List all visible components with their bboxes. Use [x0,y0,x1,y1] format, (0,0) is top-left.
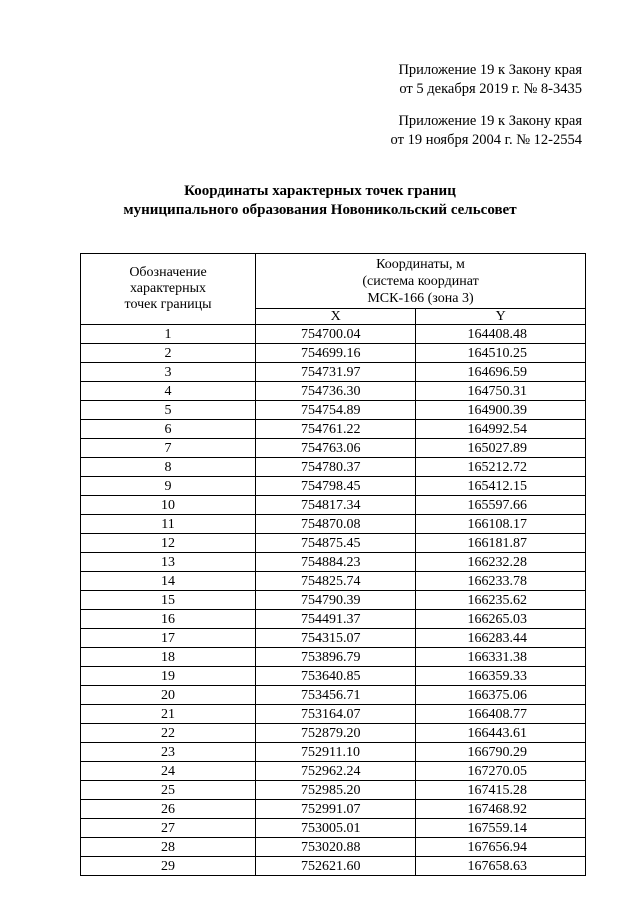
point-number-cell: 22 [81,724,256,743]
point-number-cell: 5 [81,401,256,420]
point-number-cell: 25 [81,781,256,800]
x-coordinate-cell: 753164.07 [256,705,416,724]
x-coordinate-cell: 752985.20 [256,781,416,800]
point-number-cell: 15 [81,591,256,610]
table-row [81,705,586,724]
x-coordinate-cell: 754736.30 [256,382,416,401]
point-number-cell: 18 [81,648,256,667]
document-title-line1: Координаты характерных точек границ [184,183,456,199]
table-row [81,591,586,610]
y-coordinate-cell: 166181.87 [416,534,586,553]
header-x: X [256,309,416,325]
y-coordinate-cell: 167270.05 [416,762,586,781]
table-row [81,344,586,363]
y-coordinate-cell: 167658.63 [416,857,586,876]
table-row [81,629,586,648]
table-row [81,534,586,553]
x-coordinate-cell: 754731.97 [256,363,416,382]
x-coordinate-cell: 754884.23 [256,553,416,572]
point-number-cell: 14 [81,572,256,591]
point-number-cell: 11 [81,515,256,534]
table-row [81,724,586,743]
table-row [81,420,586,439]
table-row [81,762,586,781]
y-coordinate-cell: 166331.38 [416,648,586,667]
y-coordinate-cell: 164992.54 [416,420,586,439]
x-coordinate-cell: 754761.22 [256,420,416,439]
x-coordinate-cell: 753456.71 [256,686,416,705]
table-row [81,496,586,515]
point-number-cell: 16 [81,610,256,629]
annex-original-reference [391,112,582,150]
y-coordinate-cell: 164408.48 [416,325,586,344]
point-number-cell: 23 [81,743,256,762]
x-coordinate-cell: 753020.88 [256,838,416,857]
point-number-cell: 28 [81,838,256,857]
point-number-cell: 17 [81,629,256,648]
x-coordinate-cell: 754798.45 [256,477,416,496]
y-coordinate-cell: 165412.15 [416,477,586,496]
y-coordinate-cell: 166235.62 [416,591,586,610]
x-coordinate-cell: 752621.60 [256,857,416,876]
table-row [81,553,586,572]
table-row [81,838,586,857]
header-coordinates-line: (система координат [362,274,479,289]
point-number-cell: 19 [81,667,256,686]
y-coordinate-cell: 167415.28 [416,781,586,800]
point-number-cell: 20 [81,686,256,705]
point-number-cell: 1 [81,325,256,344]
y-coordinate-cell: 164900.39 [416,401,586,420]
x-coordinate-cell: 752879.20 [256,724,416,743]
header-y: Y [416,309,586,325]
point-number-cell: 3 [81,363,256,382]
table-row [81,458,586,477]
point-number-cell: 9 [81,477,256,496]
table-header-row [81,254,586,309]
x-coordinate-cell: 754700.04 [256,325,416,344]
point-number-cell: 6 [81,420,256,439]
table-row [81,477,586,496]
annex-original-line2: от 19 ноября 2004 г. № 12-2554 [390,132,582,148]
table-row [81,819,586,838]
x-coordinate-cell: 752991.07 [256,800,416,819]
y-coordinate-cell: 166443.61 [416,724,586,743]
y-coordinate-cell: 166232.28 [416,553,586,572]
y-coordinate-cell: 165027.89 [416,439,586,458]
y-coordinate-cell: 167559.14 [416,819,586,838]
x-coordinate-cell: 754763.06 [256,439,416,458]
header-coordinates-line: Координаты, м [376,257,465,272]
y-coordinate-cell: 167656.94 [416,838,586,857]
header-points-line: характерных [129,281,207,296]
point-number-cell: 2 [81,344,256,363]
annex-current-line2: от 5 декабря 2019 г. № 8-3435 [399,81,582,97]
point-number-cell: 8 [81,458,256,477]
header-coordinates-line: МСК-166 (зона 3) [367,291,474,306]
x-coordinate-cell: 754699.16 [256,344,416,363]
table-row [81,686,586,705]
document-title [0,182,640,220]
y-coordinate-cell: 166283.44 [416,629,586,648]
header-points [81,254,256,325]
table-row [81,648,586,667]
y-coordinate-cell: 166408.77 [416,705,586,724]
point-number-cell: 21 [81,705,256,724]
coordinates-table [80,253,586,876]
table-row [81,800,586,819]
header-points-line: точек границы [124,297,212,312]
y-coordinate-cell: 164696.59 [416,363,586,382]
y-coordinate-cell: 166375.06 [416,686,586,705]
x-coordinate-cell: 754315.07 [256,629,416,648]
x-coordinate-cell: 752962.24 [256,762,416,781]
x-coordinate-cell: 754790.39 [256,591,416,610]
table-row [81,781,586,800]
x-coordinate-cell: 754875.45 [256,534,416,553]
y-coordinate-cell: 166233.78 [416,572,586,591]
table-row [81,743,586,762]
x-coordinate-cell: 753640.85 [256,667,416,686]
y-coordinate-cell: 166265.03 [416,610,586,629]
table-row [81,325,586,344]
table-header [81,254,586,325]
y-coordinate-cell: 167468.92 [416,800,586,819]
table-row [81,515,586,534]
table-row [81,382,586,401]
annex-current-reference [398,61,582,99]
x-coordinate-cell: 754491.37 [256,610,416,629]
x-coordinate-cell: 754754.89 [256,401,416,420]
x-coordinate-cell: 754780.37 [256,458,416,477]
document-title-line2: муниципального образования Новоникольский сельсовет [123,202,517,218]
point-number-cell: 13 [81,553,256,572]
x-coordinate-cell: 754870.08 [256,515,416,534]
table-row [81,857,586,876]
point-number-cell: 29 [81,857,256,876]
y-coordinate-cell: 164750.31 [416,382,586,401]
y-coordinate-cell: 165212.72 [416,458,586,477]
annex-original-line1: Приложение 19 к Закону края [398,113,582,129]
table-row [81,401,586,420]
x-coordinate-cell: 753896.79 [256,648,416,667]
annex-current-line1: Приложение 19 к Закону края [398,62,582,78]
x-coordinate-cell: 754825.74 [256,572,416,591]
point-number-cell: 4 [81,382,256,401]
point-number-cell: 10 [81,496,256,515]
table-row [81,667,586,686]
point-number-cell: 12 [81,534,256,553]
y-coordinate-cell: 164510.25 [416,344,586,363]
table-body [81,325,586,876]
header-points-line: Обозначение [129,265,207,280]
y-coordinate-cell: 165597.66 [416,496,586,515]
y-coordinate-cell: 166359.33 [416,667,586,686]
point-number-cell: 7 [81,439,256,458]
table-row [81,439,586,458]
y-coordinate-cell: 166790.29 [416,743,586,762]
y-coordinate-cell: 166108.17 [416,515,586,534]
table-row [81,572,586,591]
x-coordinate-cell: 752911.10 [256,743,416,762]
point-number-cell: 27 [81,819,256,838]
x-coordinate-cell: 753005.01 [256,819,416,838]
table-row [81,610,586,629]
x-coordinate-cell: 754817.34 [256,496,416,515]
point-number-cell: 24 [81,762,256,781]
header-coordinates [256,254,586,309]
point-number-cell: 26 [81,800,256,819]
table-row [81,363,586,382]
